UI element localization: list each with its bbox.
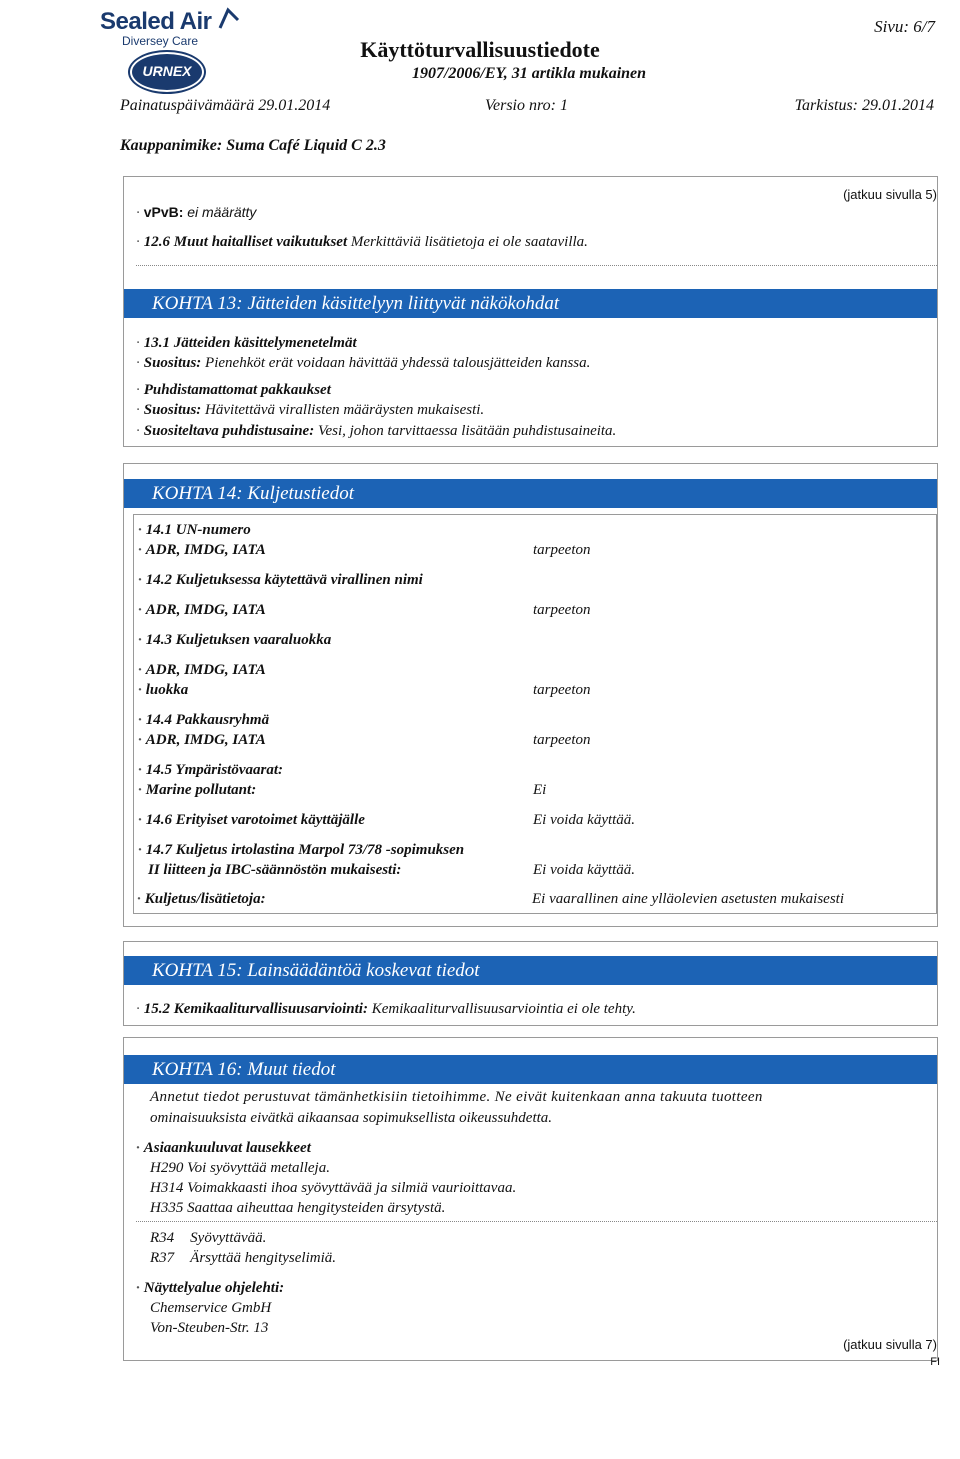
packing-group-value: tarpeeton <box>533 732 591 748</box>
swoosh-icon <box>218 6 240 32</box>
precautions-label: 14.6 Erityiset varotoimet käyttäjälle <box>145 812 365 828</box>
un-number-value: tarpeeton <box>533 542 591 558</box>
vpvb-value: ei määrätty <box>187 204 257 220</box>
r34-text: Syövyttävää. <box>190 1230 267 1246</box>
issuer-street: Von-Steuben-Str. 13 <box>150 1320 269 1336</box>
section-15-heading: KOHTA 15: Lainsäädäntöä koskevat tiedot <box>124 956 937 985</box>
un-number-row: · 14.1 UN-numero <box>138 522 251 538</box>
shipping-mode-row: · ADR, IMDG, IATA <box>138 602 266 618</box>
language-code: FI <box>930 1356 940 1368</box>
phrase-r37 <box>150 1248 336 1268</box>
brand-name: Sealed Air <box>100 8 212 35</box>
recommendation-2-row: · Suositus: Hävitettävä virallisten määräysten mukaisesti. <box>136 402 485 418</box>
disclaimer-line-2: ominaisuuksista eivätkä aikaansaa sopimuksellista oikeussuhdetta. <box>150 1110 553 1126</box>
separator <box>136 265 937 266</box>
separator <box>136 1221 937 1222</box>
phrase-h314: H314 Voimakkaasti ihoa syövyttävää ja silmiä vaurioittavaa. <box>150 1180 517 1196</box>
issuer-row: · Näyttelyalue ohjelehti: <box>136 1280 285 1296</box>
transport-info-row: · Kuljetus/lisätietoja: <box>137 891 266 907</box>
cleaning-agent-label: Suositeltava puhdistusaine: <box>143 423 315 439</box>
item-13-1-label: 13.1 Jätteiden käsittelymenetelmät <box>143 335 357 351</box>
chemical-safety-value: Kemikaaliturvallisuusarviointia ei ole tehty. <box>371 1001 636 1017</box>
marine-pollutant-label: Marine pollutant: <box>145 782 257 798</box>
section-16-box <box>123 1037 938 1361</box>
section-14-heading: KOHTA 14: Kuljetustiedot <box>124 479 937 508</box>
revision-date: Tarkistus: 29.01.2014 <box>794 97 934 114</box>
precautions-row: · 14.6 Erityiset varotoimet käyttäjälle <box>138 812 365 828</box>
relevant-phrases-label: Asiaankuuluvat lausekkeet <box>143 1140 311 1156</box>
hazard-class-value: tarpeeton <box>533 682 591 698</box>
issuer-name: Chemservice GmbH <box>150 1300 272 1316</box>
print-date: Painatuspäivämäärä 29.01.2014 <box>120 97 331 114</box>
packing-mode-row: · ADR, IMDG, IATA <box>138 732 266 748</box>
environment-label: 14.5 Ympäristövaarat: <box>145 762 283 778</box>
bulk-transport-label-1: 14.7 Kuljetus irtolastina Marpol 73/78 -sopimuksen <box>145 842 465 858</box>
recommendation-1-label: Suositus: <box>143 355 202 371</box>
sections-12-13-box <box>123 176 938 447</box>
bulk-transport-value: Ei voida käyttää. <box>533 862 636 878</box>
brand-division: Diversey Care <box>122 34 199 48</box>
continued-from-note: (jatkuu sivulla 5) <box>843 187 937 202</box>
urnex-logo-text: URNEX <box>142 63 192 79</box>
packing-group-row: · 14.4 Pakkausryhmä <box>138 712 270 728</box>
issuer-label: Näyttelyalue ohjelehti: <box>143 1280 285 1296</box>
transport-info-label: Kuljetus/lisätietoja: <box>144 891 266 907</box>
recommendation-1-value: Pienehköt erät voidaan hävittää yhdessä talousjätteiden kanssa. <box>205 355 591 371</box>
environment-row: · 14.5 Ympäristövaarat: <box>138 762 283 778</box>
uncleaned-packaging-label: Puhdistamattomat pakkaukset <box>143 382 331 398</box>
item-12-6-value: Merkittäviä lisätietoja ei ole saatavilla. <box>350 234 588 250</box>
vpvb-row: · vPvB: ei määrätty <box>136 204 257 221</box>
item-13-1-row: · 13.1 Jätteiden käsittelymenetelmät <box>136 335 357 351</box>
phrase-h335: H335 Saattaa aiheuttaa hengitysteiden ärsytystä. <box>150 1200 446 1216</box>
shipping-name-value: tarpeeton <box>533 602 591 618</box>
precautions-value: Ei voida käyttää. <box>533 812 636 828</box>
hazard-class-row: · 14.3 Kuljetuksen vaaraluokka <box>138 632 332 648</box>
un-mode-label: ADR, IMDG, IATA <box>145 542 266 558</box>
continued-on-note: (jatkuu sivulla 7) <box>843 1337 937 1352</box>
trade-name: Kauppanimike: Suma Café Liquid C 2.3 <box>120 137 386 154</box>
hazard-mode-label: ADR, IMDG, IATA <box>145 662 266 678</box>
shipping-name-label: 14.2 Kuljetuksessa käytettävä virallinen nimi <box>145 572 423 588</box>
section-15-box <box>123 941 938 1026</box>
shipping-name-row: · 14.2 Kuljetuksessa käytettävä virallinen nimi <box>138 572 423 588</box>
marine-pollutant-row: · Marine pollutant: <box>138 782 257 798</box>
recommendation-1-row: · Suositus: Pienehköt erät voidaan hävittää yhdessä talousjätteiden kanssa. <box>136 355 591 371</box>
r34-code: R34 <box>150 1230 175 1246</box>
version-number: Versio nro: 1 <box>485 97 568 114</box>
section-16-heading: KOHTA 16: Muut tiedot <box>124 1055 937 1084</box>
shipping-mode-label: ADR, IMDG, IATA <box>145 602 266 618</box>
hazard-class-label: 14.3 Kuljetuksen vaaraluokka <box>145 632 332 648</box>
recommendation-2-value: Hävitettävä virallisten määräysten mukaisesti. <box>205 402 485 418</box>
uncleaned-packaging-row: · Puhdistamattomat pakkaukset <box>136 382 331 398</box>
page-number: Sivu: 6/7 <box>874 17 935 36</box>
item-12-6-row: · 12.6 Muut haitalliset vaikutukset Merkittäviä lisätietoja ei ole saatavilla. <box>136 234 588 250</box>
phrase-r34 <box>150 1228 266 1248</box>
chemical-safety-row: · 15.2 Kemikaaliturvallisuusarviointi: Kemikaaliturvallisuusarviointia ei ole tehty. <box>136 1001 636 1017</box>
r37-code: R37 <box>150 1250 175 1266</box>
relevant-phrases-row: · Asiaankuuluvat lausekkeet <box>136 1140 311 1156</box>
packing-mode-label: ADR, IMDG, IATA <box>145 732 266 748</box>
transport-info-value: Ei vaarallinen aine ylläolevien asetusten mukaisesti <box>532 891 845 907</box>
hazard-class-sub-label: luokka <box>145 682 189 698</box>
bulk-transport-row: · 14.7 Kuljetus irtolastina Marpol 73/78 -sopimuksen <box>138 842 465 858</box>
chemical-safety-label: 15.2 Kemikaaliturvallisuusarviointi: <box>143 1001 368 1017</box>
item-12-6-label: 12.6 Muut haitalliset vaikutukset <box>143 234 348 250</box>
hazard-class-sub-row: · luokka <box>138 682 189 698</box>
section-13-heading: KOHTA 13: Jätteiden käsittelyyn liittyvät näkökohdat <box>124 289 937 318</box>
phrase-h290: H290 Voi syövyttää metalleja. <box>150 1160 330 1176</box>
section-14-inner-box <box>133 514 937 914</box>
vpvb-label: vPvB: <box>143 204 184 220</box>
marine-pollutant-value: Ei <box>533 782 547 798</box>
cleaning-agent-value: Vesi, johon tarvittaessa lisätään puhdistusaineita. <box>317 423 617 439</box>
packing-group-label: 14.4 Pakkausryhmä <box>145 712 270 728</box>
bulk-transport-label-2: II liitteen ja IBC-säännöstön mukaisesti: <box>148 862 402 878</box>
document-title: Käyttöturvallisuustiedote <box>360 37 600 62</box>
cleaning-agent-row: · Suositeltava puhdistusaine: Vesi, johon tarvittaessa lisätään puhdistusaineita. <box>136 423 617 439</box>
document-subtitle: 1907/2006/EY, 31 artikla mukainen <box>411 65 647 82</box>
un-mode-row: · ADR, IMDG, IATA <box>138 542 266 558</box>
un-number-label: 14.1 UN-numero <box>145 522 251 538</box>
r37-text: Ärsyttää hengityselimiä. <box>190 1250 336 1266</box>
recommendation-2-label: Suositus: <box>143 402 202 418</box>
disclaimer-line-1: Annetut tiedot perustuvat tämänhetkisiin tietoihimme. Ne eivät kuitenkaan anna takuuta tuotteen <box>150 1089 763 1105</box>
hazard-mode-row: · ADR, IMDG, IATA <box>138 662 266 678</box>
